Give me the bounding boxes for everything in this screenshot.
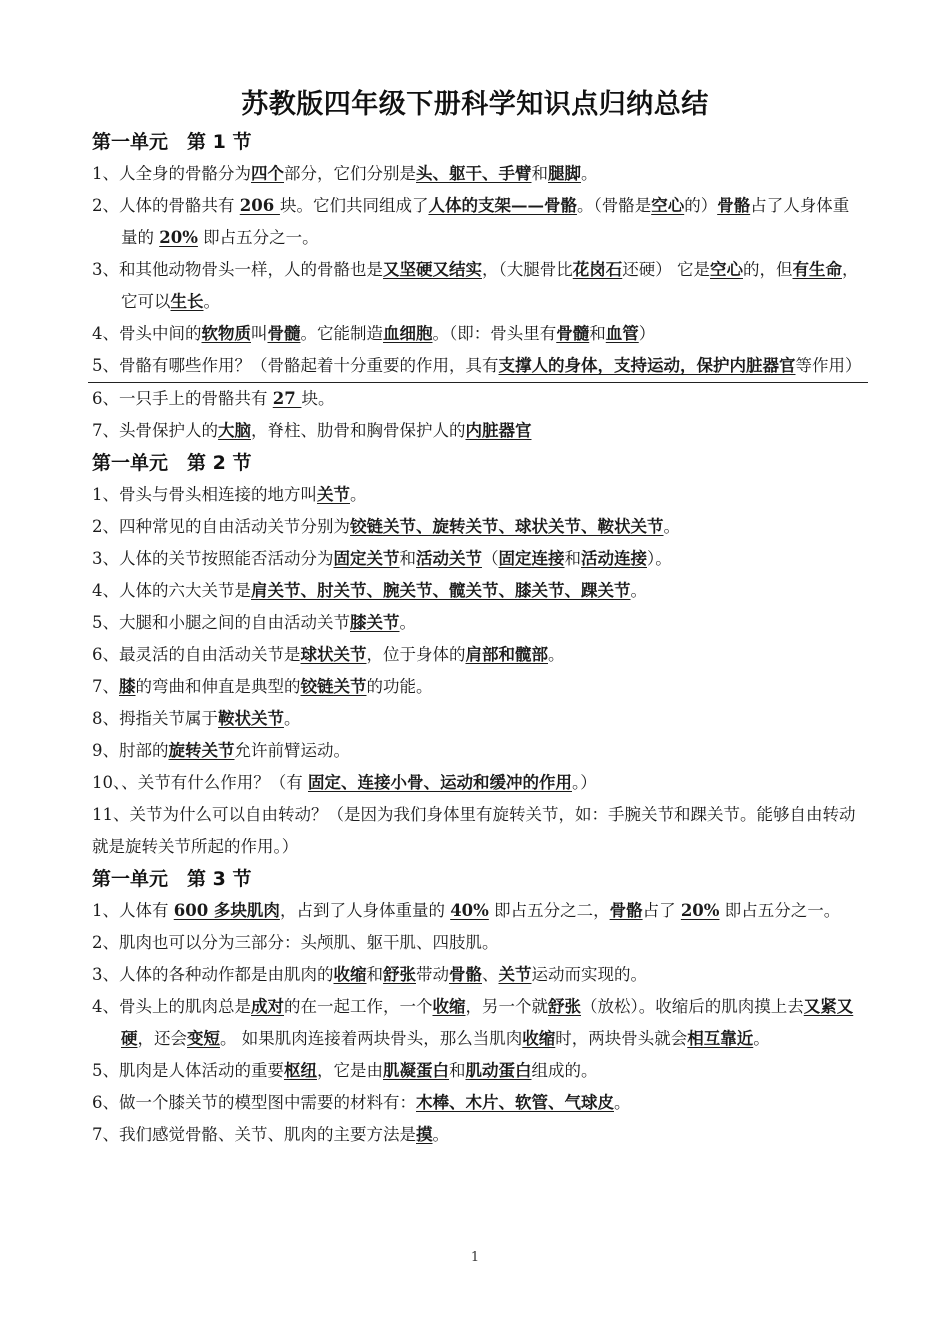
text-run: 叫 xyxy=(251,324,268,343)
text-run: 。 xyxy=(581,164,598,183)
text-run: 3、人体的各种动作都是由肌肉的 xyxy=(92,965,334,984)
text-run: 带动 xyxy=(416,965,449,984)
key-term: 球状关节 xyxy=(300,645,367,664)
text-run: 4、骨头中间的 xyxy=(92,324,202,343)
list-item xyxy=(92,991,862,1055)
text-run: 。它能制造 xyxy=(300,324,383,343)
key-term: 20% xyxy=(159,228,198,247)
list-item xyxy=(92,895,862,927)
text-run: ，还会 xyxy=(137,1029,187,1048)
key-term: 20% xyxy=(680,901,720,920)
text-run: 7、我们感觉骨骼、关节、肌肉的主要方法是 xyxy=(92,1125,416,1144)
key-term: 关节 xyxy=(317,485,350,504)
key-term: 内脏器官 xyxy=(465,421,532,440)
list-item xyxy=(92,959,862,991)
key-term: 有生命 xyxy=(792,260,842,279)
text-run: 和 xyxy=(589,324,606,343)
key-term: 固定、连接小骨、运动和缓冲的作用 xyxy=(308,773,572,792)
text-run: ，它是由 xyxy=(317,1061,383,1080)
text-run: 8、拇指关节属于 xyxy=(92,709,218,728)
key-term: 活动关节 xyxy=(416,549,482,568)
list-item xyxy=(92,671,862,703)
text-run: 即占五分之一。 xyxy=(719,901,841,920)
text-run: 4、人体的六大关节是 xyxy=(92,581,251,600)
text-run: 的弯曲和伸直是典型的 xyxy=(135,677,301,696)
key-term: 固定关节 xyxy=(333,549,400,568)
list-item xyxy=(88,350,868,383)
text-run: 9、肘部的 xyxy=(92,741,169,760)
text-run: ）。 xyxy=(647,549,672,568)
text-run: ，占到了人身体重量的 xyxy=(279,901,451,920)
list-item xyxy=(92,1055,862,1087)
key-term: 肩部和髋部 xyxy=(465,645,548,664)
text-run: 部分，它们分别是 xyxy=(284,164,416,183)
key-term: 肌动蛋白 xyxy=(465,1061,532,1080)
text-run: 时，两块骨头就会 xyxy=(555,1029,688,1048)
list-item xyxy=(92,703,862,735)
text-run: 和 xyxy=(366,965,383,984)
text-run: 。（骨骼是 xyxy=(576,196,652,215)
key-term: 血管 xyxy=(605,324,639,343)
text-run: 和 xyxy=(564,549,581,568)
key-term: 鞍状关节 xyxy=(218,709,284,728)
key-term: 骨髓 xyxy=(267,324,301,343)
text-run: 的在一起工作，一个 xyxy=(284,997,433,1016)
key-term: 空心 xyxy=(651,196,685,215)
text-run: ，脊柱、肋骨和胸骨保护人的 xyxy=(251,421,466,440)
text-run: 、 xyxy=(482,965,499,984)
text-run: 1、人体有 xyxy=(92,901,174,920)
key-term: 生长 xyxy=(170,292,204,311)
text-run: 允许前臂运动。 xyxy=(234,741,350,760)
document-body xyxy=(92,126,862,1151)
key-term: 铰链关节 xyxy=(300,677,367,696)
key-term: 又紧又硬 xyxy=(121,997,854,1048)
key-term: 四个 xyxy=(251,164,284,183)
list-item xyxy=(92,767,862,799)
key-term: 600 多块肌肉 xyxy=(173,901,280,920)
document-title: 苏教版四年级下册科学知识点归纳总结 xyxy=(241,89,709,120)
text-run: （放松）。收缩后的肌肉摸上去 xyxy=(581,997,804,1016)
text-run: 6、最灵活的自由活动关节是 xyxy=(92,645,301,664)
key-term: 铰链关节、旋转关节、球状关节、鞍状关节 xyxy=(350,517,664,536)
list-item xyxy=(92,735,862,767)
text-run: 。 xyxy=(663,517,680,536)
text-run: 。 xyxy=(432,1125,449,1144)
text-run: 1、骨头与骨头相连接的地方叫 xyxy=(92,485,317,504)
text-run: ，位于身体的 xyxy=(366,645,466,664)
text-run: ） xyxy=(638,324,656,343)
list-item xyxy=(92,607,862,639)
key-term: 血细胞 xyxy=(383,324,433,343)
text-run: 4、骨头上的肌肉总是 xyxy=(92,997,251,1016)
list-item xyxy=(92,639,862,671)
key-term: 关节 xyxy=(498,965,532,984)
text-run: 即占五分之一。 xyxy=(197,228,319,247)
text-run: 3、和其他动物骨头一样，人的骨骼也是 xyxy=(92,260,383,279)
text-run: 1、人全身的骨骼分为 xyxy=(92,164,251,183)
key-term: 旋转关节 xyxy=(168,741,235,760)
text-run: 7、 xyxy=(92,677,119,696)
key-term: 成对 xyxy=(251,997,284,1016)
key-term: 舒张 xyxy=(548,997,581,1016)
text-run: 块。它们共同组成了 xyxy=(279,196,429,215)
key-term: 花岗石 xyxy=(572,260,623,279)
text-run: ，它可以 xyxy=(121,260,859,311)
key-term: 膝关节 xyxy=(350,613,400,632)
text-run: 。 xyxy=(284,709,301,728)
list-item xyxy=(92,799,862,863)
text-run: ，另一个就 xyxy=(465,997,548,1016)
text-run: 5、肌肉是人体活动的重要 xyxy=(92,1061,284,1080)
key-term: 40% xyxy=(450,901,489,920)
list-item xyxy=(92,158,862,190)
page-number: 1 xyxy=(470,1250,480,1265)
text-run: 6、一只手上的骨骼共有 xyxy=(92,389,273,408)
text-run: 等作用） xyxy=(795,356,862,375)
text-run: 占了 xyxy=(642,901,681,920)
key-term: 肩关节、肘关节、腕关节、髋关节、膝关节、踝关节 xyxy=(251,581,631,600)
key-term: 收缩 xyxy=(333,965,367,984)
list-item xyxy=(92,318,862,350)
list-item xyxy=(92,479,862,511)
text-run: 5、骨骼有哪些作用？（骨骼起着十分重要的作用，具有 xyxy=(92,356,499,375)
key-term: 大脑 xyxy=(218,421,251,440)
section-heading: 第一单元 第 2 节 xyxy=(92,452,252,474)
list-item xyxy=(92,383,862,415)
text-run: 。 xyxy=(548,645,565,664)
key-term: 空心 xyxy=(710,260,743,279)
text-run: 块。 xyxy=(301,389,335,408)
key-term: 变短 xyxy=(187,1029,220,1048)
key-term: 摸 xyxy=(416,1125,433,1144)
text-run: 3、人体的关节按照能否活动分为 xyxy=(92,549,334,568)
text-run: 7、头骨保护人的 xyxy=(92,421,218,440)
key-term: 206 xyxy=(239,196,280,215)
text-run: 组成的。 xyxy=(531,1061,598,1080)
key-term: 收缩 xyxy=(522,1029,556,1048)
text-run: 的） xyxy=(684,196,718,215)
text-run: 的，但 xyxy=(743,260,793,279)
section-heading: 第一单元 第 1 节 xyxy=(92,131,252,153)
list-item xyxy=(92,190,862,254)
text-run: 10、、关节有什么作用？（有 xyxy=(92,773,308,792)
key-term: 支撑人的身体，支持运动，保护内脏器官 xyxy=(498,356,796,375)
text-run: 11、关节为什么可以自由转动？（是因为我们身体里有旋转关节，如：手腕关节和踝关节。能够自由转动就是旋转关节所起的作用。） xyxy=(92,805,856,856)
key-term: 又坚硬又结实 xyxy=(383,260,482,279)
key-term: 骨骼 xyxy=(449,965,482,984)
text-run: 的功能。 xyxy=(366,677,433,696)
key-term: 骨髓 xyxy=(556,324,590,343)
list-item xyxy=(92,1119,862,1151)
key-term: 骨骼 xyxy=(717,196,751,215)
list-item xyxy=(92,575,862,607)
key-term: 固定连接 xyxy=(498,549,565,568)
text-run: 2、四种常见的自由活动关节分别为 xyxy=(92,517,350,536)
text-run: 和 xyxy=(531,164,548,183)
key-term: 膝 xyxy=(119,677,136,696)
text-run: 。 如果肌肉连接着两块骨头，那么当肌肉 xyxy=(220,1029,523,1048)
text-run: 还硬） 它是 xyxy=(622,260,710,279)
text-run: 。 xyxy=(630,581,647,600)
list-item xyxy=(92,927,862,959)
text-run: ，（大腿骨比 xyxy=(482,260,573,279)
key-term: 活动连接 xyxy=(581,549,647,568)
text-run: 2、人体的骨骼共有 xyxy=(92,196,240,215)
key-term: 软物质 xyxy=(201,324,251,343)
text-run: 。 xyxy=(614,1093,631,1112)
key-term: 骨骼 xyxy=(609,901,643,920)
text-run: 。 xyxy=(203,292,220,311)
list-item xyxy=(92,1087,862,1119)
key-term: 舒张 xyxy=(383,965,416,984)
key-term: 人体的支架——骨骼 xyxy=(428,196,577,215)
list-item xyxy=(92,543,862,575)
list-item xyxy=(92,415,862,447)
text-run: 和 xyxy=(399,549,416,568)
list-item xyxy=(92,254,862,318)
key-term: 腿脚 xyxy=(548,164,581,183)
text-run: 即占五分之二， xyxy=(488,901,610,920)
key-term: 肌凝蛋白 xyxy=(383,1061,449,1080)
text-run: 。 xyxy=(753,1029,770,1048)
key-term: 27 xyxy=(272,389,302,408)
key-term: 收缩 xyxy=(432,997,466,1016)
text-run: 。（即：骨头里有 xyxy=(432,324,557,343)
text-run: 和 xyxy=(449,1061,466,1080)
section-heading: 第一单元 第 3 节 xyxy=(92,868,252,890)
text-run: （ xyxy=(482,549,499,568)
text-run: 2、肌肉也可以分为三部分：头颅肌、躯干肌、四肢肌。 xyxy=(92,933,499,952)
key-term: 相互靠近 xyxy=(687,1029,754,1048)
text-run: 5、大腿和小腿之间的自由活动关节 xyxy=(92,613,350,632)
text-run: 。 xyxy=(399,613,416,632)
text-run: 6、做一个膝关节的模型图中需要的材料有： xyxy=(92,1093,416,1112)
text-run: 占了人身体重量的 xyxy=(121,196,850,247)
key-term: 木棒、木片、软管、气球皮 xyxy=(416,1093,614,1112)
text-run: 。） xyxy=(572,773,597,792)
text-run: 。 xyxy=(350,485,367,504)
key-term: 枢纽 xyxy=(284,1061,317,1080)
text-run: 运动而实现的。 xyxy=(531,965,647,984)
key-term: 头、躯干、手臂 xyxy=(416,164,532,183)
list-item xyxy=(92,511,862,543)
